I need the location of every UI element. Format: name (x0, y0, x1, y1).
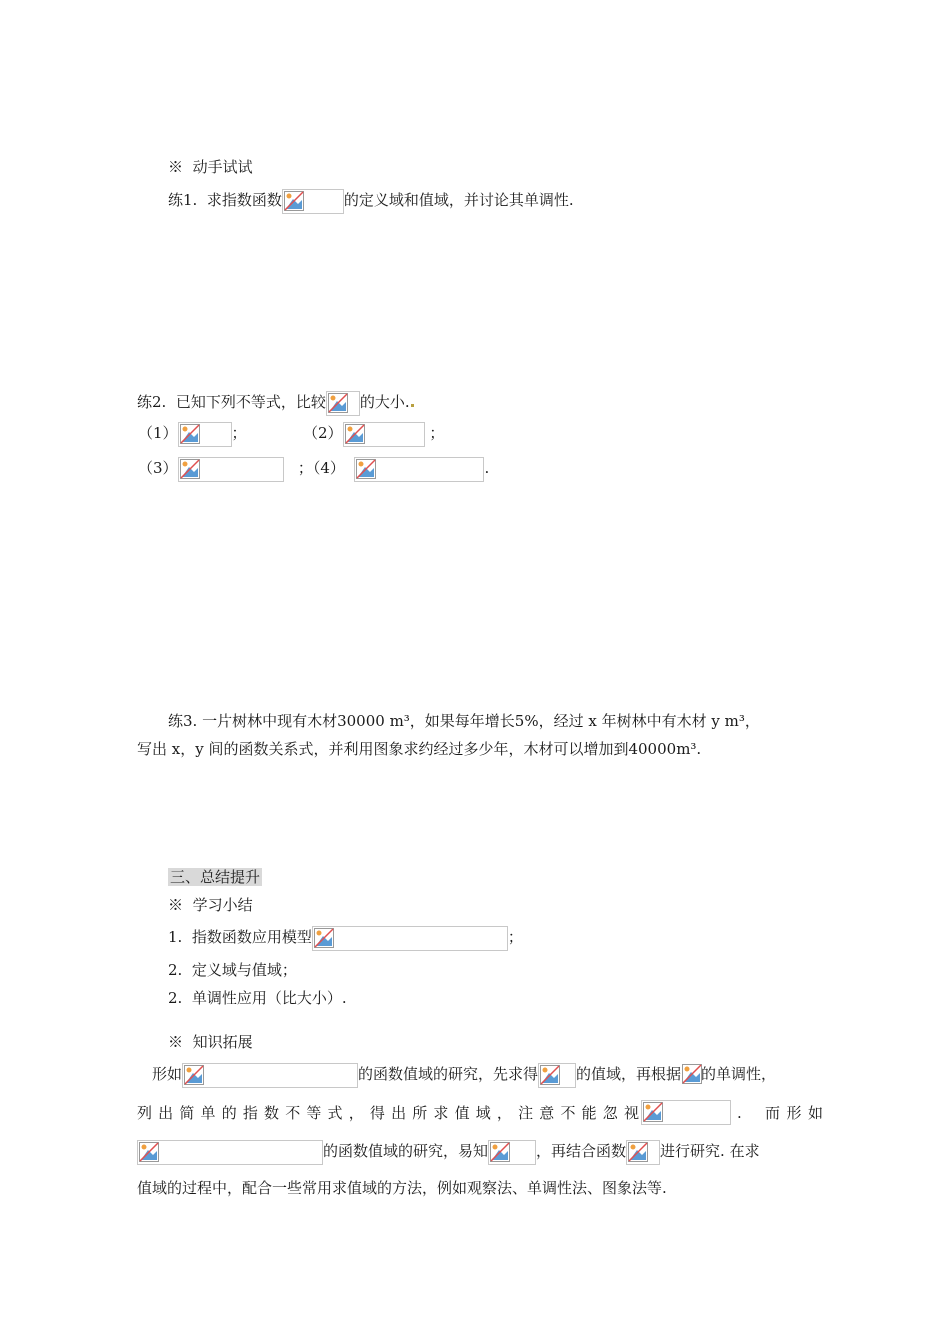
paragraph-char: 等 (306, 1103, 322, 1122)
paragraph-char: 如 (807, 1103, 823, 1122)
exercise-label: 练2. (137, 393, 167, 411)
section-heading-practice (168, 155, 253, 179)
formula-image-placeholder (488, 1140, 536, 1165)
exercise-text: 求指数函数 (206, 191, 282, 209)
paragraph-char: 值 (454, 1103, 470, 1122)
paragraph-char: 域 (475, 1103, 491, 1122)
item-separator: ； (231, 424, 247, 442)
formula-image-placeholder (681, 1063, 701, 1088)
paragraph-char: 能 (581, 1103, 597, 1122)
formula-image-placeholder (178, 422, 232, 447)
broken-image-icon (328, 393, 348, 413)
formula-image-placeholder (182, 1063, 358, 1088)
paragraph-text: 的值域，再根据 (576, 1065, 682, 1083)
exercise-2-item-2 (303, 421, 444, 445)
section-title: 学习小结 (192, 896, 253, 914)
extension-paragraph-line-1 (152, 1062, 776, 1086)
broken-image-icon (628, 1142, 648, 1162)
item-text: 单调性应用（比大小）. (191, 989, 347, 1007)
paragraph-char: 不 (560, 1103, 576, 1122)
extension-heading (168, 1030, 253, 1054)
paragraph-char: 不 (285, 1103, 301, 1122)
paragraph-text: . (737, 1103, 742, 1122)
section-title: 知识拓展 (192, 1033, 253, 1051)
exercise-label: 练1. (168, 191, 198, 209)
reference-mark: ※ (168, 158, 184, 176)
broken-image-icon (540, 1065, 560, 1085)
annotation-dot (411, 404, 414, 407)
broken-image-icon (345, 424, 365, 444)
item-text: 定义域与值域； (191, 961, 297, 979)
paragraph-char: 数 (264, 1103, 280, 1122)
paragraph-char: 出 (158, 1103, 174, 1122)
paragraph-char: ， (348, 1103, 364, 1122)
broken-image-icon (643, 1102, 663, 1122)
paragraph-char: 形 (786, 1103, 802, 1122)
exercise-1 (168, 188, 574, 212)
summary-heading (168, 865, 262, 889)
formula-image-placeholder (137, 1140, 323, 1165)
paragraph-char: ， (496, 1103, 512, 1122)
exercise-2-item-1 (138, 421, 247, 445)
paragraph-text: 形如 (152, 1065, 183, 1083)
item-label: （3） (138, 459, 178, 477)
paragraph-char: 出 (391, 1103, 407, 1122)
exercise-2 (137, 390, 415, 414)
paragraph-text: 在求 (729, 1142, 760, 1160)
paragraph-char: 列 (137, 1103, 153, 1122)
formula-image-placeholder (538, 1063, 576, 1088)
exercise-text: 已知下列不等式，比较 (175, 393, 326, 411)
paragraph-text (137, 1101, 639, 1125)
paragraph-char: 式 (327, 1103, 343, 1122)
item-separator: ； (507, 928, 523, 946)
summary-item-1 (168, 925, 523, 949)
paragraph-char: 的 (221, 1103, 237, 1122)
extension-paragraph-line-2 (137, 1100, 823, 1124)
paragraph-text (765, 1101, 823, 1125)
exercise-3-line-1: 练3. 一片树林中现有木材30000 m³，如果每年增长5%，经过 x 年树林中有木材 y m³， (168, 712, 760, 730)
paragraph-text: 的函数值域的研究，先求得 (358, 1065, 539, 1083)
formula-image-placeholder (282, 189, 344, 214)
extension-paragraph-line-4: 值域的过程中，配合一些常用求值域的方法，例如观察法、单调性法、图象法等. (137, 1179, 667, 1197)
paragraph-text: 的单调性， (701, 1065, 777, 1083)
paragraph-char: 注 (518, 1103, 534, 1122)
broken-image-icon (682, 1064, 702, 1084)
item-label: （4） (312, 459, 345, 477)
exercise-text: 的大小. (359, 393, 410, 411)
item-label: 2. (168, 989, 183, 1007)
broken-image-icon (180, 459, 200, 479)
paragraph-char: 指 (242, 1103, 258, 1122)
summary-item-3 (168, 986, 347, 1010)
broken-image-icon (284, 191, 304, 211)
formula-image-placeholder (312, 926, 508, 951)
item-label: 2. (168, 961, 183, 979)
item-label: （2） (303, 424, 343, 442)
item-separator: ； (429, 424, 445, 442)
broken-image-icon (356, 459, 376, 479)
formula-image-placeholder (178, 457, 284, 482)
paragraph-text: 进行研究. (660, 1142, 725, 1160)
formula-image-placeholder (626, 1140, 660, 1165)
paragraph-char: 求 (433, 1103, 449, 1122)
item-separator: ； (297, 459, 313, 477)
paragraph-char: 所 (412, 1103, 428, 1122)
summary-heading-text: 三、总结提升 (170, 868, 261, 886)
paragraph-char: 单 (200, 1103, 216, 1122)
formula-image-placeholder (354, 457, 484, 482)
study-summary-heading (168, 893, 253, 917)
broken-image-icon (314, 928, 334, 948)
paragraph-char: 意 (539, 1103, 555, 1122)
paragraph-char: 而 (765, 1103, 781, 1122)
paragraph-char: 视 (623, 1103, 639, 1122)
reference-mark: ※ (168, 1033, 184, 1051)
extension-paragraph-line-3 (137, 1139, 760, 1163)
item-label: 1. (168, 928, 183, 946)
reference-mark: ※ (168, 896, 184, 914)
exercise-text: 的定义域和值域，并讨论其单调性. (343, 191, 574, 209)
formula-image-placeholder (343, 422, 425, 447)
formula-image-placeholder (326, 391, 360, 416)
section-title: 动手试试 (192, 158, 253, 176)
summary-item-2 (168, 958, 297, 982)
item-text: 指数函数应用模型 (191, 928, 312, 946)
exercise-3-line-2: 写出 x，y 间的函数关系式，并利用图象求约经过多少年，木材可以增加到40000m³. (137, 740, 702, 758)
broken-image-icon (184, 1065, 204, 1085)
broken-image-icon (490, 1142, 510, 1162)
paragraph-char: 忽 (602, 1103, 618, 1122)
paragraph-text: ，再结合函数 (536, 1142, 627, 1160)
broken-image-icon (139, 1142, 159, 1162)
paragraph-text: 的函数值域的研究，易知 (323, 1142, 489, 1160)
exercise-2-item-3 (138, 456, 489, 480)
paragraph-char: 得 (369, 1103, 385, 1122)
paragraph-char: 简 (179, 1103, 195, 1122)
broken-image-icon (180, 424, 200, 444)
formula-image-placeholder (641, 1100, 731, 1125)
item-label: （1） (138, 424, 178, 442)
item-separator: . (484, 459, 490, 477)
